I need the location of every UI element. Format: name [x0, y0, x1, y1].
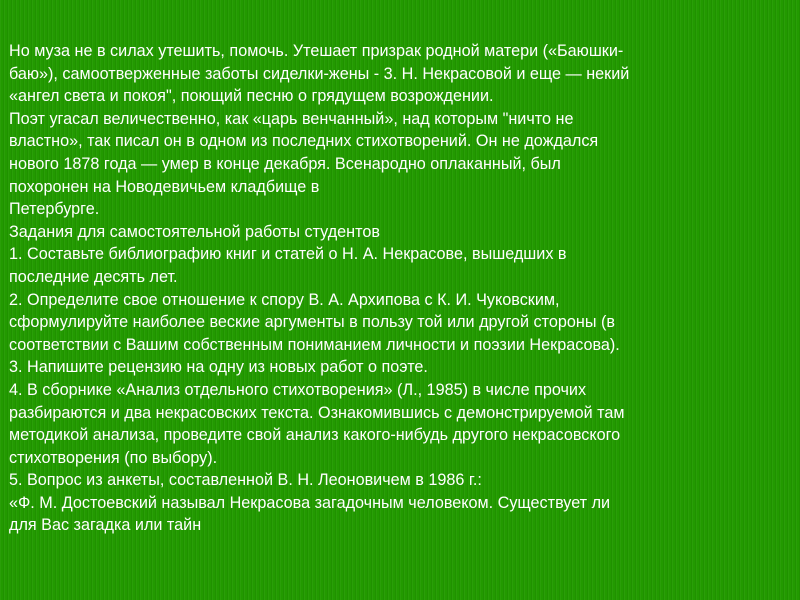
assignment-item-5-quote: «Ф. М. Достоевский называл Некрасова загадочным человеком. Существует ли для Вас загадка или тайн — [9, 493, 611, 535]
assignment-item-5: 5. Вопрос из анкеты, составленной В. Н. Леоновичем в 1986 г.: — [9, 471, 482, 490]
slide-text-body — [9, 40, 795, 537]
assignments-heading: Задания для самостоятельной работы студентов — [9, 222, 380, 241]
paragraph-muse-consolation: Но муза не в силах утешить, помочь. Утешает призрак родной матери («Баюшки- баю»), самоотверженные заботы сиделки-жены - 3. Н. Некрасовой и еще — некий «ангел света и покоя", поющий песню о грядущем возрождении. — [9, 42, 630, 106]
assignment-item-3: 3. Напишите рецензию на одну из новых работ о поэте. — [9, 358, 428, 377]
assignment-item-1: 1. Составьте библиографию книг и статей о Н. А. Некрасове, вышедших в последние десять лет. — [9, 245, 567, 286]
assignment-item-4: 4. В сборнике «Анализ отдельного стихотворения» (Л., 1985) в числе прочих разбираются и два некрасовских текста. Ознакомившись с демонстрируемой там методикой анализа, проведите свой анализ какого-нибудь другого некрасовского стихотворения (по выбору). — [9, 380, 625, 467]
paragraph-poet-death: Поэт угасал величественно, как «царь венчанный», над которым "ничто не властно», так писал он в одном из последних стихотворений. Он не дождался нового 1878 года — умер в конце декабря. Всенародно оплаканный, был похоронен на Новодевичьем кладбище в Петербурге. — [9, 109, 599, 219]
assignment-item-2: 2. Определите свое отношение к спору В. А. Архипова с К. И. Чуковским, сформулируйте наиболее веские аргументы в пользу той или другой стороны (в соответствии с Вашим собственным пониманием личности и поэзии Некрасова). — [9, 290, 620, 354]
